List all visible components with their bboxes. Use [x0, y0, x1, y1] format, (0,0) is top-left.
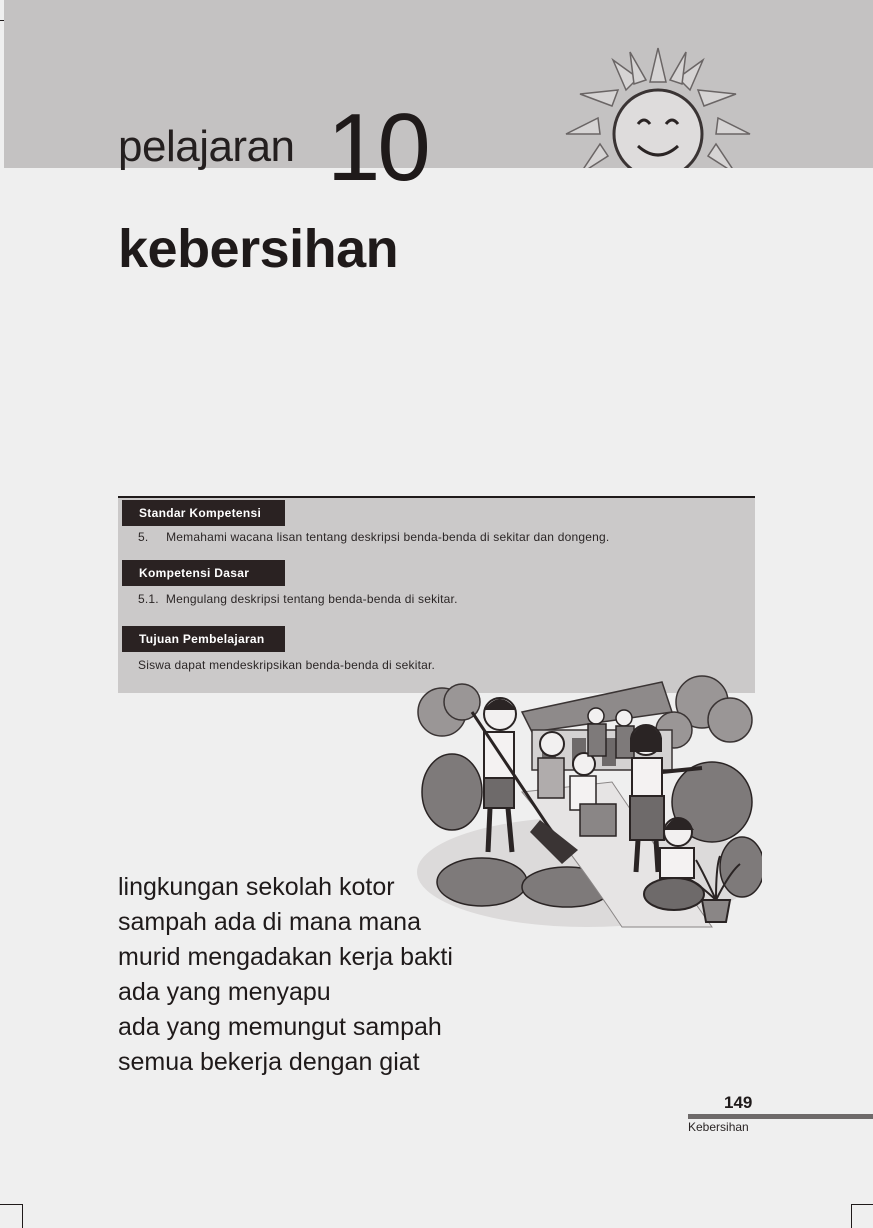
chapter-title: kebersihan — [118, 219, 399, 279]
poem-line: ada yang memungut sampah — [118, 1013, 442, 1041]
section-text-goal: Siswa dapat mendeskripsikan benda-benda di sekitar. — [138, 658, 436, 672]
poem-line: murid mengadakan kerja bakti — [118, 943, 453, 971]
crop-mark — [851, 1204, 852, 1228]
section-text-basic: 5.1. Mengulang deskripsi tentang benda-benda di sekitar. — [138, 592, 458, 606]
crop-mark — [22, 1204, 23, 1228]
running-head: Kebersihan — [688, 1120, 749, 1134]
sun-icon — [558, 42, 758, 168]
competency-box — [118, 496, 755, 693]
crop-mark — [0, 20, 4, 21]
section-heading-basic: Kompetensi Dasar — [122, 560, 285, 586]
poem-line: sampah ada di mana mana — [118, 908, 421, 936]
cleaning-illustration — [412, 672, 762, 934]
page-number: 149 — [724, 1093, 753, 1112]
chapter-number: 10 — [327, 94, 428, 201]
section-text-standard: 5. Memahami wacana lisan tentang deskripsi benda-benda di sekitar dan dongeng. — [138, 530, 610, 544]
poem — [118, 870, 453, 1080]
poem-line: lingkungan sekolah kotor — [118, 873, 395, 901]
chapter-label: pelajaran — [118, 122, 295, 171]
crop-mark — [0, 1204, 22, 1205]
poem-line: ada yang menyapu — [118, 978, 331, 1006]
footer-rule — [688, 1114, 873, 1119]
crop-mark — [852, 1204, 873, 1205]
poem-line: semua bekerja dengan giat — [118, 1048, 420, 1076]
section-heading-goal: Tujuan Pembelajaran — [122, 626, 285, 652]
section-heading-standard: Standar Kompetensi — [122, 500, 285, 526]
